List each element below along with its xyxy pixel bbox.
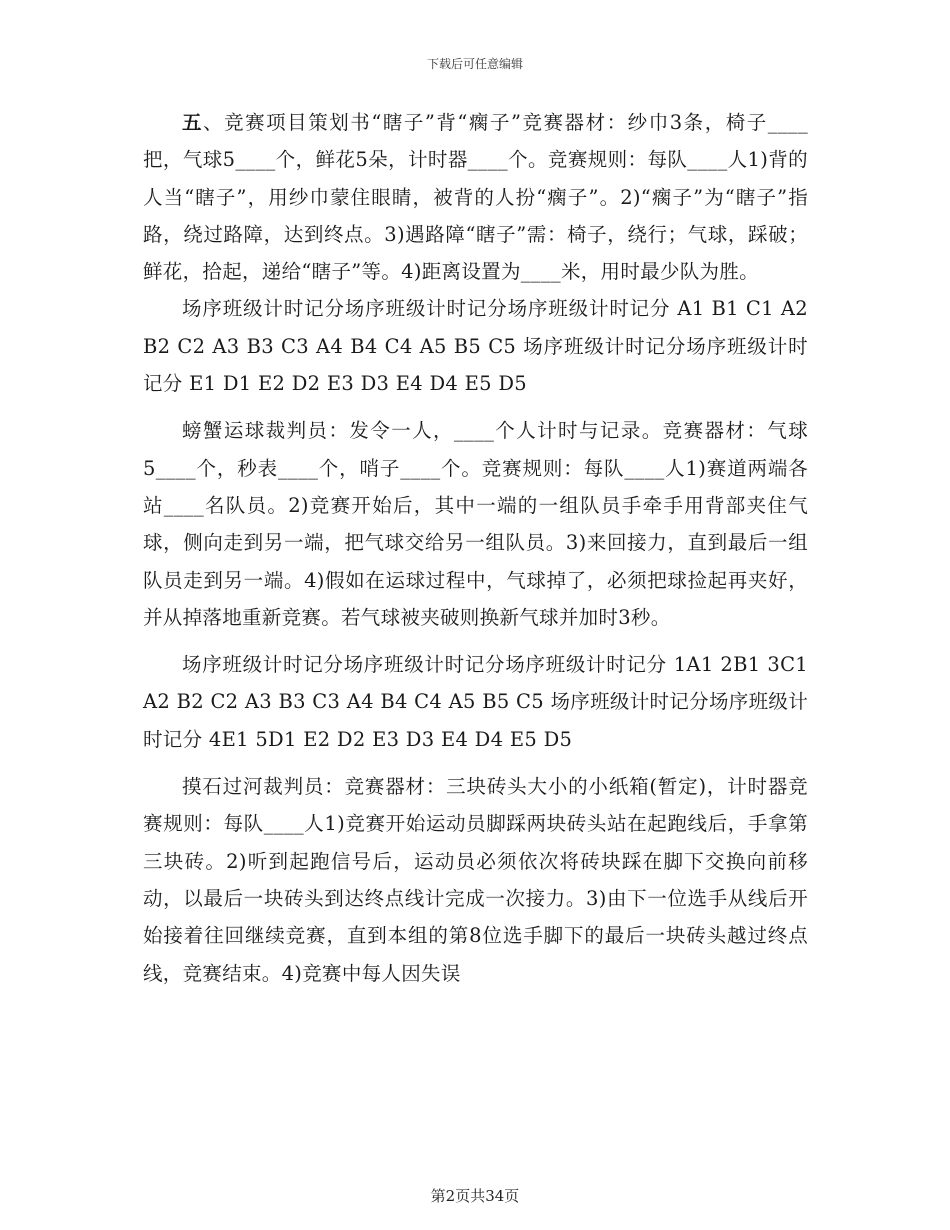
paragraph-text: 场序班级计时记分场序班级计时记分场序班级计时记分 1A1 2B1 3C1 A2 B2 C2 A3 B3 C3 A4 B4 C4 A5 B5 C5 场序班级计时记分场序班级计时记分 4E1 5D1 E2 D2 E3 D3 E4 D4 E5 D5 — [143, 653, 808, 751]
paragraph-text: 、竞赛项目策划书“瞎子”背“瘸子”竞赛器材：纱巾3条，椅子____把，气球5____个，鲜花5朵，计时器____个。竞赛规则：每队____人1)背的人当“瞎子”，用纱巾蒙住眼睛，被背的人扮“瘸子”。2)“瘸子”为“瞎子”指路，绕过路障，达到终点。3)遇路障“瞎子”需：椅子，绕行；气球，踩破；鲜花，拾起，递给“瞎子”等。4)距离设置为____米，用时最少队为胜。 — [143, 111, 808, 284]
paragraph-competition-blind-lame — [143, 104, 808, 290]
section-number: 五 — [182, 111, 204, 134]
paragraph-text: 摸石过河裁判员：竞赛器材：三块砖头大小的小纸箱(暂定)，计时器竞赛规则：每队____人1)竞赛开始运动员脚踩两块砖头站在起跑线后，手拿第三块砖。2)听到起跑信号后，运动员必须依次将砖块踩在脚下交换向前移动，以最后一块砖头到达终点线计完成一次接力。3)由下一位选手从线后开始接着往回继续竞赛，直到本组的第8位选手脚下的最后一块砖头越过终点线，竞赛结束。4)竞赛中每人因失误 — [143, 775, 808, 985]
paragraph-text: 螃蟹运球裁判员：发令一人，____个人计时与记录。竞赛器材：气球5____个，秒表____个，哨子____个。竞赛规则：每队____人1)赛道两端各站____名队员。2)竞赛开始后，其中一端的一组队员手牵手用背部夹住气球，侧向走到另一端，把气球交给另一组队员。3)来回接力，直到最后一组队员走到另一端。4)假如在运球过程中，气球掉了，必须把球捡起再夹好，并从掉落地重新竞赛。若气球被夹破则换新气球并加时3秒。 — [143, 419, 808, 629]
document-body — [143, 104, 808, 992]
paragraph-text: 场序班级计时记分场序班级计时记分场序班级计时记分 A1 B1 C1 A2 B2 C2 A3 B3 C3 A4 B4 C4 A5 B5 C5 场序班级计时记分场序班级计时记分 E1 D1 E2 D2 E3 D3 E4 D4 E5 D5 — [143, 297, 808, 396]
paragraph-schedule-table-2 — [143, 646, 808, 758]
paragraph-stone-river — [143, 768, 808, 992]
page-header: 下载后可任意编辑 — [426, 57, 523, 71]
page-footer: 第2页共34页 — [430, 1187, 520, 1205]
paragraph-schedule-table-1 — [143, 290, 808, 402]
paragraph-crab-ball — [143, 412, 808, 636]
